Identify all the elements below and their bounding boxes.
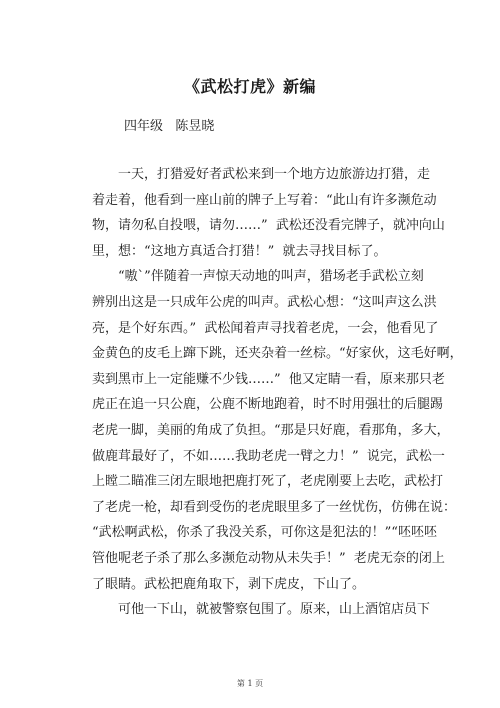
paragraph-line: 一天，打猎爱好者武松来到一个地方边旅游边打猎，走 [118, 167, 431, 182]
story-body [92, 162, 463, 623]
paragraph-line: 了老虎一枪，却看到受伤的老虎眼里多了一丝忧伤，仿佛在说： [92, 499, 457, 515]
paragraph-line: 可他一下山，就被警察包围了。原来，山上酒馆店员下 [118, 602, 431, 618]
paragraph-line: “武松啊武松，你杀了我没关系，可你这是犯法的！”“呸呸呸 [92, 525, 437, 541]
author-byline: 四年级 陈昱晓 [124, 119, 215, 134]
page-number: 第 1 页 [236, 679, 264, 688]
paragraph-line: 亮，是个好东西。” 武松闻着声寻找着老虎，一会，他看见了 [92, 320, 439, 336]
paragraph-line: 上瞠二瞄准三闭左眼地把鹿打死了，老虎刚要上去吃，武松打 [92, 474, 444, 490]
paragraph-line: 辨别出这是一只成年公虎的叫声。武松心想：“这叫声这么洪 [92, 294, 437, 310]
paragraph-line: 老虎一脚，美丽的角成了负担。“那是只好鹿，看那角，多大， [92, 422, 450, 438]
paragraph-line: 卖到黑市上一定能赚不少钱……” 他又定睛一看，原来那只老 [92, 371, 445, 387]
paragraph-line: 了眼睛。武松把鹿角取下，剥下虎皮，下山了。 [92, 576, 366, 592]
paragraph-line: 管他呢老子杀了那么多濒危动物从未失手！” 老虎无奈的闭上 [92, 550, 445, 566]
document-title: 《武松打虎》新编 [183, 77, 316, 96]
paragraph-line: 物，请勿私自投喂，请勿……” 武松还没看完牌子，就冲向山 [92, 218, 445, 234]
paragraph-line: 做鹿茸最好了，不如……我助老虎一臂之力！” 说完，武松一 [92, 448, 445, 464]
paragraph-line: 金黄色的皮毛上蹿下跳，还夹杂着一丝棕。“好家伙，这毛好啊， [92, 346, 463, 362]
paragraph-line: 里，想：“这地方真适合打猎！” 就去寻找目标了。 [92, 243, 387, 259]
paragraph-line: 着走着，他看到一座山前的牌子上写着：“此山有许多濒危动 [92, 192, 437, 208]
paragraph-line: 虎正在追一只公鹿，公鹿不断地跑着，时不时用强壮的后腿踢 [92, 397, 444, 413]
paragraph-line: “嗷`”伴随着一声惊天动地的叫声，猎场老手武松立刻 [118, 269, 424, 285]
